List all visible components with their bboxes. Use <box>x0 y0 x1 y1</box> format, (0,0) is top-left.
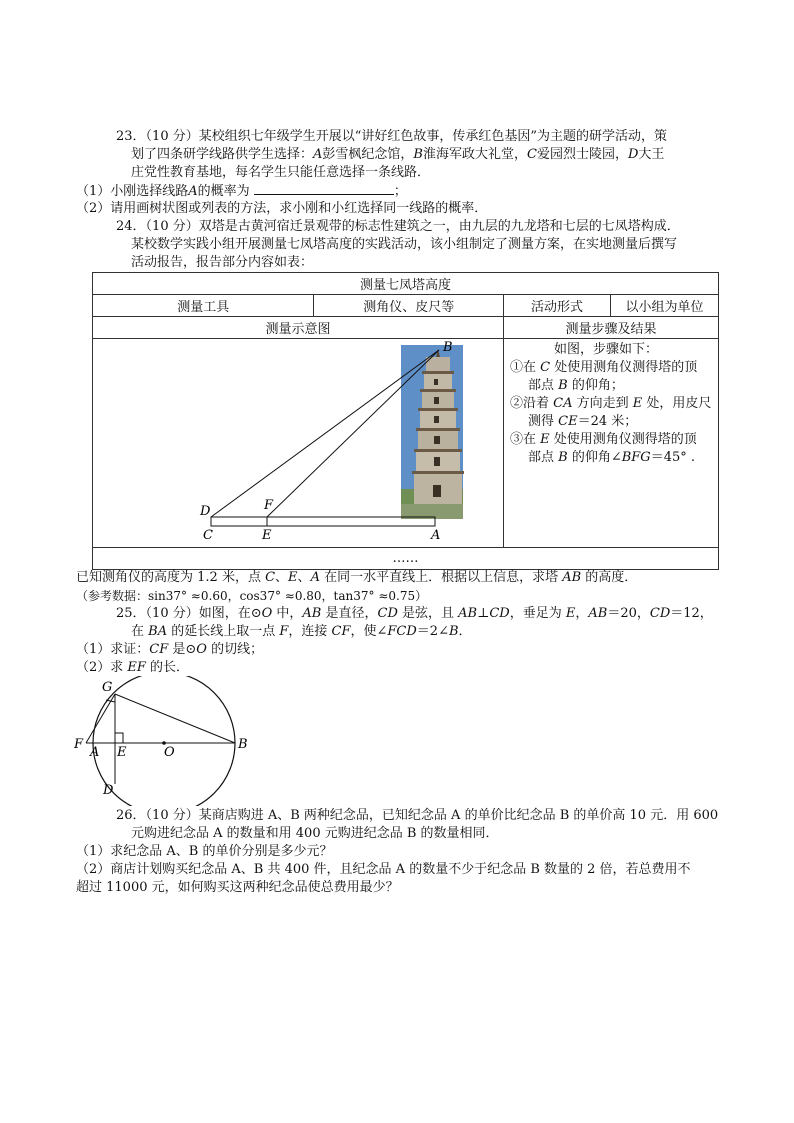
label-c: C <box>203 528 213 543</box>
q23-line-2: 划了四条研学线路供学生选择：A彭雪枫纪念馆，B淮海军政大礼堂，C爱园烈士陵园，D大王 <box>131 147 665 162</box>
label-b: B <box>443 340 453 355</box>
q26-line-2: 元购进纪念品 A 的数量和用 400 元购进纪念品 B 的数量相同． <box>131 826 499 841</box>
step-2-cont: 测得 CE＝24 米； <box>527 414 638 429</box>
step-1-cont: 部点 B 的仰角； <box>527 378 624 393</box>
q24-line-1: 24．（10 分）双塔是古黄河宿迁景观带的标志性建筑之一，由九层的九龙塔和七层的七凤塔构成． <box>116 219 680 234</box>
q26-part-1: （1）求纪念品 A、B 的单价分别是多少元？ <box>76 844 333 859</box>
steps-cell <box>503 339 718 548</box>
label-f: F <box>74 737 84 752</box>
q25-line-2: 在 BA 的延长线上取一点 F，连接 CF，使∠FCD＝2∠B． <box>131 624 472 639</box>
q24-reference-data: （参考数据：sin37° ≈0.60，cos37° ≈0.80，tan37° ≈0.75） <box>76 589 428 603</box>
q26-part-2: （2）商店计划购买纪念品 A、B 共 400 件，且纪念品 A 的数量不少于纪念品 B 数量的 2 倍，若总费用不 <box>76 862 691 877</box>
steps-header: 测量步骤及结果 <box>503 317 718 339</box>
q24-after-1: 已知测角仪的高度为 1.2 米，点 C、E、A 在同一水平直线上．根据以上信息，求塔 AB 的高度． <box>76 570 638 585</box>
label-d: D <box>200 504 211 519</box>
label-e: E <box>262 528 272 543</box>
q25-part-2: （2）求 EF 的长． <box>76 660 190 675</box>
table-title: 测量七凤塔高度 <box>93 273 719 295</box>
tool-label: 测量工具 <box>93 295 314 317</box>
label-a: A <box>90 745 100 760</box>
diagram-header: 测量示意图 <box>93 317 504 339</box>
label-f: F <box>264 498 274 513</box>
pagoda-diagram <box>93 339 505 547</box>
ground-ce <box>211 517 267 526</box>
q25-line-1: 25．（10 分）如图，在⊙O 中，AB 是直径，CD 是弦，且 AB⊥CD，垂足为 E，AB＝20，CD＝12， <box>116 606 713 621</box>
label-g: G <box>102 680 113 695</box>
tool-value: 测角仪、皮尺等 <box>314 295 504 317</box>
form-value: 以小组为单位 <box>610 295 718 317</box>
q23-part-1: （1）小刚选择线路A的概率为 ； <box>76 184 407 199</box>
q24-line-2: 某校数学实践小组开展测量七凤塔高度的实践活动，该小组制定了测量方案，在实地测量后撰写 <box>131 237 678 252</box>
form-label: 活动形式 <box>503 295 610 317</box>
q24-line-3: 活动报告，报告部分内容如表： <box>131 255 314 270</box>
right-angle-mark <box>115 733 123 743</box>
q23-line-1: 23．（10 分）某校组织七年级学生开展以“讲好红色故事，传承红色基因”为主题的研学活动，策 <box>116 129 668 144</box>
diagram-cell <box>93 339 504 548</box>
table-ellipsis: …… <box>93 548 719 570</box>
circle-diagram <box>70 676 270 806</box>
label-b: B <box>238 737 248 752</box>
q26-line-1: 26．（10 分）某商店购进 A、B 两种纪念品，已知纪念品 A 的单价比纪念品 B 的单价高 10 元．用 600 <box>116 808 719 823</box>
answer-blank <box>254 182 394 195</box>
q23-line-3: 庄党性教育基地，每名学生只能任意选择一条线路． <box>131 165 431 180</box>
q25-part-1: （1）求证：CF 是⊙O 的切线； <box>76 642 264 657</box>
steps-intro: 如图，步骤如下： <box>553 342 658 357</box>
step-2: ②沿着 CA 方向走到 E 处，用皮尺 <box>509 396 712 411</box>
label-d: D <box>103 783 114 798</box>
step-3: ③在 E 处使用测角仪测得塔的顶 <box>509 432 697 447</box>
q26-part-2-cont: 超过 11000 元，如何购买这两种纪念品使总费用最少？ <box>76 880 399 895</box>
measurement-report-table <box>92 272 719 570</box>
label-e: E <box>117 745 127 760</box>
step-3-cont: 部点 B 的仰角∠BFG＝45° . <box>527 450 695 465</box>
q23-part-2: （2）请用画树状图或列表的方法，求小刚和小红选择同一线路的概率． <box>76 201 488 216</box>
line-cb <box>115 694 235 743</box>
label-a: A <box>431 528 441 543</box>
step-1: ①在 C 处使用测角仪测得塔的顶 <box>509 360 698 375</box>
label-o: O <box>164 745 175 760</box>
